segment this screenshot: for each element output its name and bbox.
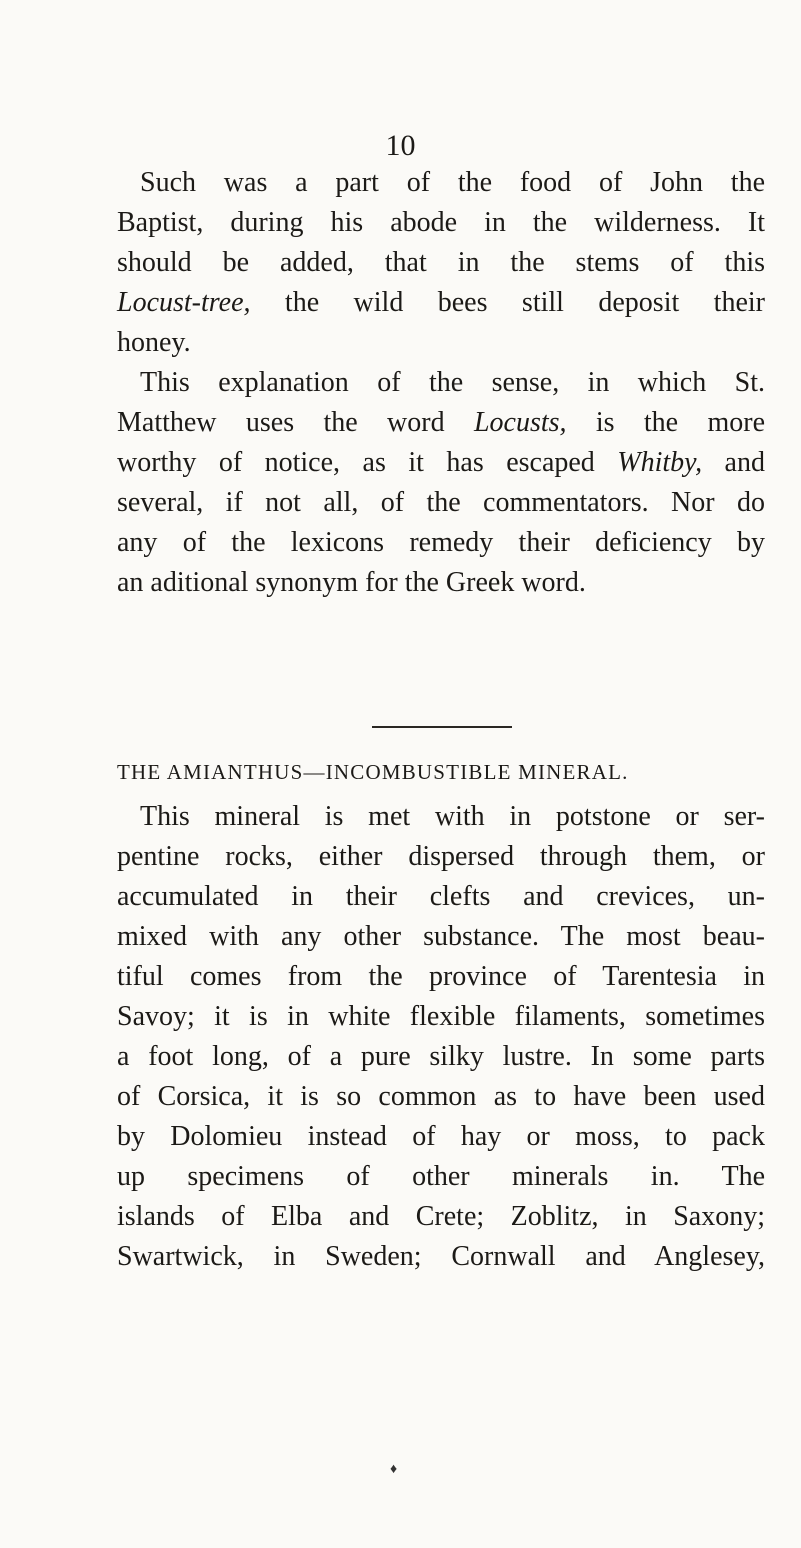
p3-line-8: of Corsica, it is so common as to have been used xyxy=(117,1081,765,1112)
p1-line-2: Baptist, during his abode in the wilderness. It xyxy=(117,207,765,238)
p3-line-7: a foot long, of a pure silky lustre. In some parts xyxy=(117,1041,765,1072)
p2-line-1: This explanation of the sense, in which St. xyxy=(140,367,765,398)
p2-line-3: worthy of notice, as it has escaped Whitby, and xyxy=(117,447,765,478)
p1-line-4: Locust-tree, the wild bees still deposit their xyxy=(117,287,765,318)
p3-line-11: islands of Elba and Crete; Zoblitz, in Saxony; xyxy=(117,1201,765,1232)
p3-line-1: This mineral is met with in potstone or ser- xyxy=(140,801,765,832)
p1-line-1: Such was a part of the food of John the xyxy=(140,167,765,198)
p2-line-2: Matthew uses the word Locusts, is the more xyxy=(117,407,765,438)
p2-line-5: any of the lexicons remedy their deficiency by xyxy=(117,527,765,558)
p3-line-9: by Dolomieu instead of hay or moss, to pack xyxy=(117,1121,765,1152)
locusts-term: Locusts, xyxy=(473,407,567,438)
locust-tree-term: Locust-tree, xyxy=(117,287,251,318)
p3-line-2: pentine rocks, either dispersed through them, or xyxy=(117,841,765,872)
p3-line-10: up specimens of other minerals in. The xyxy=(117,1161,765,1192)
p3-line-4: mixed with any other substance. The most beau- xyxy=(117,921,765,952)
page-number: 10 xyxy=(385,129,416,162)
footer-mark: ♦ xyxy=(390,1462,398,1477)
p3-line-6: Savoy; it is in white flexible filaments, sometimes xyxy=(117,1001,765,1032)
section-heading: THE AMIANTHUS—INCOMBUSTIBLE MINERAL. xyxy=(117,760,629,784)
p2-line-4: several, if not all, of the commentators. Nor do xyxy=(117,487,765,518)
p3-line-5: tiful comes from the province of Tarentesia in xyxy=(117,961,765,992)
p3-line-3: accumulated in their clefts and crevices, un- xyxy=(117,881,765,912)
p2-line-6: an aditional synonym for the Greek word. xyxy=(117,567,586,598)
p1-line-5: honey. xyxy=(117,327,191,358)
section-rule xyxy=(372,726,512,728)
whitby-term: Whitby, xyxy=(617,447,703,478)
p3-line-12: Swartwick, in Sweden; Cornwall and Anglesey, xyxy=(117,1241,765,1272)
p1-line-3: should be added, that in the stems of this xyxy=(117,247,765,278)
